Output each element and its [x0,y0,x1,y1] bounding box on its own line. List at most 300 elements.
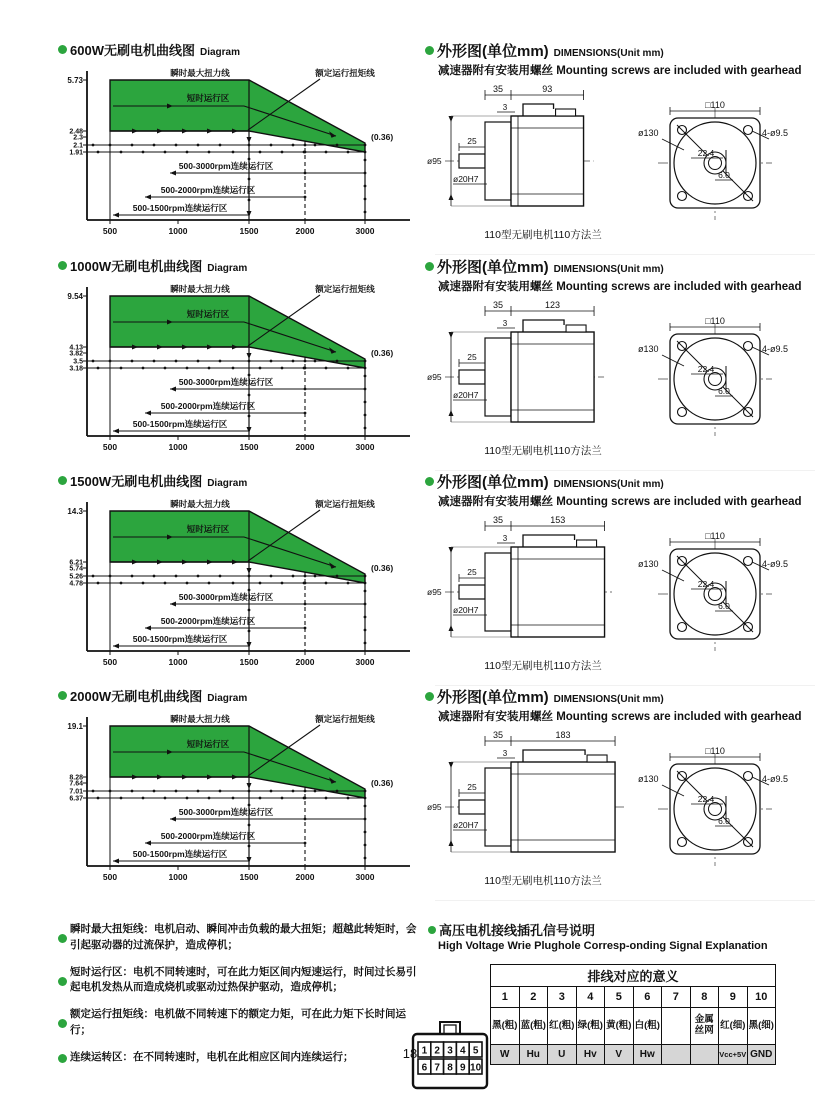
data-dot [248,415,251,418]
data-dot [364,198,367,201]
signal-name-cell: Hw [633,1045,662,1065]
x-tick-label: 2000 [295,226,315,236]
x-tick-label: 1000 [168,872,188,882]
motor-body [511,116,584,206]
shaft [459,370,485,384]
x-tick-label: 1500 [239,872,259,882]
x-tick-label: 500 [102,872,118,882]
green-bullet-icon [425,262,434,271]
y-mid-label: 2.1 [73,142,83,150]
dimension-drawing-600w [425,78,805,246]
short-time-zone-label: 短时运行区 [186,739,230,749]
cable-gland [556,109,576,116]
dim-title [425,40,815,61]
section-divider [435,254,815,255]
body-diameter-label: ø95 [427,372,442,382]
drawing-caption: 110型无刷电机110方法兰 [484,229,602,241]
right-value-label: (0.36) [371,563,394,573]
rated-torque-label: 额定运行扭矩线 [315,499,375,509]
cable-gland [587,755,607,762]
mount-holes-label: 4-ø9.5 [762,128,789,138]
arrowhead [145,411,151,416]
data-dot [142,367,145,370]
data-dot [325,151,328,154]
data-dot [304,360,307,363]
connector-pin-number: 4 [460,1045,466,1057]
mount-hole [678,192,687,201]
gearhead [485,768,511,846]
dim-title-en: DIMENSIONS(Unit mm) [553,694,664,705]
data-dot [364,375,367,378]
y-peak-label: 5.73 [67,76,83,85]
section-divider [435,900,815,901]
dim-subtitle-zh: 减速器附有安装用螺丝 [438,65,553,77]
data-dot [364,427,367,430]
x-tick-label: 3000 [355,657,375,667]
drawing-caption: 110型无刷电机110方法兰 [484,875,602,887]
body-length-label: 183 [555,730,571,740]
x-tick-label: 2000 [295,657,315,667]
pin-number-cell: 10 [747,987,776,1008]
data-dot [197,144,200,147]
rated-torque-label: 额定运行扭矩线 [315,714,375,724]
short-time-zone-label: 短时运行区 [186,524,230,534]
data-dot [208,367,211,370]
mount-hole [744,342,753,351]
torque-chart-1000w [58,275,418,459]
note-text: 额定运行扭矩线：电机做不同转速下的额定力矩，可在此力矩下长时间运行； [70,1008,406,1036]
data-dot [347,797,350,800]
arrowhead [113,644,119,649]
data-dot [292,144,295,147]
data-dot [347,367,350,370]
dim-title [425,686,815,707]
pin-number-cell: 6 [633,987,662,1008]
signal-name-cell: W [491,1045,520,1065]
chart-title-en: Diagram [207,693,248,704]
cable-gland [577,540,597,547]
shaft-length-label: 25 [467,136,477,146]
chart-block-600w [58,40,423,248]
data-dot [292,790,295,793]
data-dot [364,857,367,860]
arrowhead [145,626,151,631]
data-dot [92,790,95,793]
chart-title [58,256,423,275]
torque-chart-600w [58,59,418,243]
arrowhead [247,353,252,359]
body-diameter-label: ø95 [427,802,442,812]
data-dot [131,360,134,363]
dimension-block-1500w [425,471,815,682]
mounting-bracket [523,104,554,116]
data-dot [336,790,339,793]
mount-hole [744,126,753,135]
arrowhead [247,137,252,143]
data-dot [142,151,145,154]
signal-title-en: High Voltage Wrie Plughole Corresp-onding Signal Explanation [438,940,768,952]
x-tick-label: 1000 [168,657,188,667]
data-dot [153,144,156,147]
dimension-drawing-1500w [425,509,805,677]
body-diameter-label: ø95 [427,587,442,597]
mount-holes-label: 4-ø9.5 [762,774,789,784]
arrowhead [449,332,454,338]
data-dot [92,144,95,147]
data-dot [364,831,367,834]
data-dot [219,575,222,578]
data-dot [314,144,317,147]
table-row [491,965,776,987]
data-dot [248,804,251,807]
zone-3000-label: 500-3000rpm连续运行区 [178,807,274,817]
note-item [58,922,420,954]
green-operating-region [110,80,365,152]
data-dot [364,144,367,147]
data-dot [153,790,156,793]
data-dot [292,575,295,578]
x-tick-label: 1000 [168,226,188,236]
gearhead [485,122,511,200]
data-dot [197,790,200,793]
arrowhead [247,857,252,863]
data-dot [364,805,367,808]
y-mid-label: 7.64 [69,780,83,788]
shaft [459,154,485,168]
shaft-length-label: 25 [467,567,477,577]
section-2000w [58,686,802,898]
dimension-drawing-2000w [425,724,805,892]
zone-2000-label: 500-2000rpm连续运行区 [160,831,256,841]
shaft [459,585,485,599]
data-dot [208,797,211,800]
wire-color-cell: 黑(细) [747,1008,776,1045]
y-mid-label: 4.13 [69,344,83,352]
data-dot [175,790,178,793]
data-dot [364,790,367,793]
y-mid-label: 3.5 [73,358,83,366]
cable-gland [566,325,586,332]
data-dot [208,582,211,585]
shaft-diameter-label: ø20H7 [453,390,479,400]
x-tick-label: 500 [102,226,118,236]
y-mid-label: 7.01 [69,788,83,796]
data-dot [175,144,178,147]
data-dot [131,790,134,793]
wire-color-cell: 红(细) [719,1008,748,1045]
arrowhead [449,116,454,122]
data-dot [314,790,317,793]
key-width-label: 6.0 [718,816,730,826]
data-dot [197,575,200,578]
arrowhead [449,625,454,631]
data-dot [164,367,167,370]
signal-name-cell: U [548,1045,577,1065]
data-dot [92,360,95,363]
connector-pin-number: 7 [434,1062,440,1074]
pin-number-cell: 8 [690,987,719,1008]
y-mid-label: 6.37 [69,795,83,803]
connector-pin-number: 8 [447,1062,453,1074]
data-dot [364,211,367,214]
mounting-bracket [523,320,564,332]
x-tick-label: 1500 [239,657,259,667]
y-mid-label: 4.78 [69,580,83,588]
x-tick-label: 1500 [239,442,259,452]
dim-subtitle [438,493,815,509]
dim-subtitle [438,62,815,78]
front-step-label: 3 [502,319,508,328]
dim-title-en: DIMENSIONS(Unit mm) [553,48,664,59]
arrowhead [449,762,454,768]
signal-name-cell: Vcc+5V [719,1045,748,1065]
data-dot [131,144,134,147]
shaft-circle [709,803,722,816]
chart-block-2000w [58,686,423,894]
dim-subtitle-zh: 减速器附有安装用螺丝 [438,711,553,723]
data-dot [120,582,123,585]
chart-title [58,686,423,705]
data-dot [248,158,251,161]
zone-2000-label: 500-2000rpm连续运行区 [160,185,256,195]
y-mid-label: 2.48 [69,128,83,136]
data-dot [314,575,317,578]
data-dot [281,151,284,154]
data-dot [270,575,273,578]
green-operating-region [110,296,365,368]
data-dot [186,582,189,585]
zone-3000-label: 500-3000rpm连续运行区 [178,161,274,171]
chart-title-zh: 1500W无刷电机曲线图 [70,474,203,489]
torque-chart-2000w [58,705,418,889]
data-dot [97,797,100,800]
data-dot [153,575,156,578]
data-dot [197,360,200,363]
key-width-label: 6.0 [718,386,730,396]
shaft-diameter-label: ø20H7 [453,605,479,615]
y-mid-label: 3.18 [69,365,83,373]
pin-number-cell: 4 [576,987,605,1008]
shaft-diameter-label: ø20H7 [453,820,479,830]
data-dot [248,199,251,202]
y-mid-label: 6.21 [69,559,83,567]
motor-body [511,762,615,852]
data-dot [97,367,100,370]
note-text: 连续运转区：在不同转速时，电机在此相应区间内连续运行； [70,1050,354,1063]
connector-pin-number: 3 [447,1045,453,1057]
zone-1500-label: 500-1500rpm连续运行区 [132,419,228,429]
front-step-label: 3 [502,103,508,112]
arrowhead [170,602,176,607]
arrowhead [449,840,454,846]
front-step-label: 3 [502,749,508,758]
table-row [491,1008,776,1045]
section-1000w [58,256,802,468]
chart-block-1500w [58,471,423,679]
signal-name-cell: GND [747,1045,776,1065]
data-dot [347,151,350,154]
data-dot [131,575,134,578]
dimension-block-2000w [425,686,815,897]
data-dot [364,575,367,578]
data-dot [336,144,339,147]
short-time-zone-label: 短时运行区 [186,93,230,103]
x-tick-label: 2000 [295,872,315,882]
data-dot [364,401,367,404]
y-mid-label: 1.91 [69,149,83,157]
signal-name-cell: Hu [519,1045,548,1065]
data-dot [314,360,317,363]
data-dot [248,609,251,612]
key-width-label: 6.0 [718,601,730,611]
arrowhead [247,783,252,789]
data-dot [97,151,100,154]
mount-hole [678,408,687,417]
max-torque-label: 瞬时最大扭力线 [170,714,230,724]
flange-circle-label: ø130 [638,128,659,138]
x-tick-label: 3000 [355,872,375,882]
right-value-label: (0.36) [371,132,394,142]
data-dot [232,151,235,154]
green-bullet-icon [425,46,434,55]
wire-color-cell: 黑(粗) [491,1008,520,1045]
shaft-length-label: 25 [467,782,477,792]
body-diameter-label: ø95 [427,156,442,166]
arrowhead [449,547,454,553]
pin-number-cell: 3 [548,987,577,1008]
dimension-drawing-1000w [425,294,805,462]
max-torque-label: 瞬时最大扭力线 [170,284,230,294]
data-dot [304,151,307,154]
data-dot [248,394,251,397]
shaft-length-label: 25 [467,352,477,362]
table-row [491,987,776,1008]
y-mid-label: 5.74 [69,565,83,573]
shaft-circle [709,157,722,170]
gearhead [485,553,511,631]
data-dot [304,575,307,578]
mount-hole [678,623,687,632]
pin-number-cell: 2 [519,987,548,1008]
x-tick-label: 1000 [168,442,188,452]
green-bullet-icon [58,261,67,270]
chart-title [58,40,423,59]
data-dot [364,590,367,593]
zone-3000-label: 500-3000rpm连续运行区 [178,377,274,387]
data-dot [325,367,328,370]
right-value-label: (0.36) [371,348,394,358]
data-dot [164,797,167,800]
chart-title-zh: 600W无刷电机曲线图 [70,43,195,58]
data-dot [92,575,95,578]
arrowhead [247,211,252,217]
data-dot [186,367,189,370]
x-tick-label: 1500 [239,226,259,236]
data-dot [304,367,307,370]
shaft-circle [709,373,722,386]
gearhead-length-label: 35 [492,730,504,740]
mount-holes-label: 4-ø9.5 [762,559,789,569]
y-peak-label: 14.3 [67,507,83,516]
arrowhead [170,171,176,176]
short-time-zone-label: 短时运行区 [186,309,230,319]
x-tick-label: 500 [102,657,118,667]
chart-block-1000w [58,256,423,464]
max-torque-label: 瞬时最大扭力线 [170,499,230,509]
zone-1500-label: 500-1500rpm连续运行区 [132,203,228,213]
data-dot [304,797,307,800]
green-bullet-icon [58,691,67,700]
signal-title-zh: 高压电机接线插孔信号说明 [439,923,596,938]
connector-pin-number: 5 [472,1045,479,1057]
gearhead-length-label: 35 [492,84,504,94]
mount-hole [744,772,753,781]
note-item [58,1007,420,1039]
data-dot [270,144,273,147]
data-dot [259,797,262,800]
arrowhead [247,427,252,433]
chart-title-en: Diagram [199,47,240,58]
green-bullet-icon [428,926,436,934]
motor-body [511,547,605,637]
pin-number-cell: 1 [491,987,520,1008]
signal-name-cell: V [605,1045,634,1065]
data-dot [364,616,367,619]
y-mid-label: 5.26 [69,573,83,581]
data-dot [281,582,284,585]
wire-color-cell [662,1008,691,1045]
data-dot [175,575,178,578]
data-dot [97,582,100,585]
x-tick-label: 3000 [355,442,375,452]
mounting-bracket [523,535,575,547]
data-dot [248,630,251,633]
dim-subtitle [438,278,815,294]
dim-title-en: DIMENSIONS(Unit mm) [553,264,664,275]
dim-subtitle-zh: 减速器附有安装用螺丝 [438,281,553,293]
data-dot [248,845,251,848]
arrowhead [145,195,151,200]
dim-subtitle-en: Mounting screws are included with gearhead [556,496,802,508]
mount-hole [678,838,687,847]
data-dot [248,824,251,827]
data-dot [186,151,189,154]
data-dot [364,629,367,632]
signal-name-cell: Hv [576,1045,605,1065]
arrowhead [113,429,119,434]
flange-circle-label: ø130 [638,774,659,784]
data-dot [219,790,222,793]
drawing-caption: 110型无刷电机110方法兰 [484,660,602,672]
section-600w [58,40,802,252]
dim-title-zh: 外形图(单位mm) [437,259,549,276]
front-step-label: 3 [502,534,508,543]
wire-color-cell: 蓝(粗) [519,1008,548,1045]
data-dot [232,367,235,370]
dim-subtitle [438,708,815,724]
shaft-diameter-label: ø20H7 [453,174,479,184]
chart-title-zh: 1000W无刷电机曲线图 [70,259,203,274]
green-bullet-icon [58,977,67,986]
flange-square-label: □110 [705,100,725,110]
data-dot [248,589,251,592]
note-item [58,965,420,997]
pin-number-cell: 5 [605,987,634,1008]
green-bullet-icon [58,934,67,943]
data-dot [259,151,262,154]
data-dot [364,414,367,417]
shaft [459,800,485,814]
